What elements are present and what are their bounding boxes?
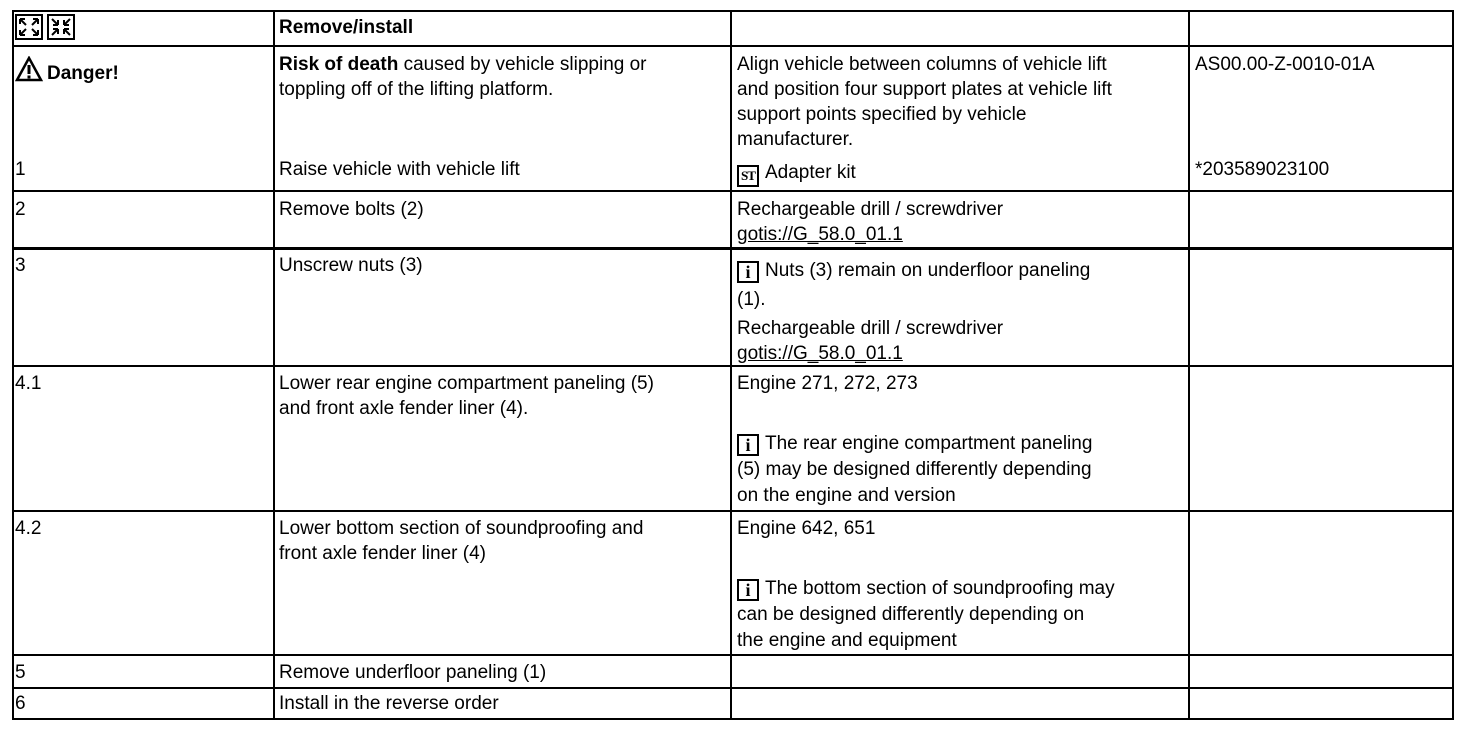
gotis-link[interactable]: gotis://G_58.0_01.1 xyxy=(737,343,903,364)
instruction-line: and position four support plates at vehicle lift xyxy=(737,79,1112,100)
danger-label: Danger! xyxy=(47,63,119,84)
step-number: 6 xyxy=(15,693,26,714)
step-action: Install in the reverse order xyxy=(279,693,499,714)
step-tool xyxy=(737,316,1003,366)
step-action xyxy=(279,371,654,421)
step-tool xyxy=(737,197,1003,247)
step-note xyxy=(737,256,1090,314)
step-action: Remove bolts (2) xyxy=(279,199,424,220)
header-icons xyxy=(15,14,79,44)
step-tool xyxy=(737,160,856,187)
tool-label: Rechargeable drill / screwdriver xyxy=(737,318,1004,339)
instruction-line: Align vehicle between columns of vehicle lift xyxy=(737,54,1107,75)
rule xyxy=(12,247,1454,250)
rule xyxy=(12,510,1454,512)
step-action: Remove underfloor paneling (1) xyxy=(279,662,547,683)
info-icon[interactable]: i xyxy=(737,579,759,601)
special-tool-icon[interactable]: ST xyxy=(737,165,759,187)
note-text: The rear engine compartment paneling xyxy=(765,433,1093,454)
risk-text: caused by vehicle slipping or xyxy=(398,54,647,75)
danger-risk xyxy=(279,52,647,102)
step-action: Unscrew nuts (3) xyxy=(279,255,423,276)
note-text: the engine and equipment xyxy=(737,630,957,651)
rule xyxy=(12,10,14,720)
instruction-line: support points specified by vehicle xyxy=(737,104,1027,125)
action-line: Lower bottom section of soundproofing and xyxy=(279,518,644,539)
part-number[interactable]: *203589023100 xyxy=(1195,159,1330,180)
rule xyxy=(1188,10,1190,720)
gotis-link[interactable]: gotis://G_58.0_01.1 xyxy=(737,224,903,245)
rule xyxy=(12,718,1454,720)
tool-label[interactable]: Adapter kit xyxy=(765,162,856,183)
collapse-all-icon[interactable] xyxy=(47,14,75,40)
instruction-line: manufacturer. xyxy=(737,129,854,150)
risk-text-2: toppling off of the lifting platform. xyxy=(279,79,554,100)
rule xyxy=(12,365,1454,367)
step-number: 5 xyxy=(15,662,26,683)
rule xyxy=(12,654,1454,656)
step-number: 3 xyxy=(15,255,26,276)
rule xyxy=(730,10,732,720)
rule xyxy=(273,10,275,720)
step-note xyxy=(737,431,1092,509)
rule xyxy=(12,10,1454,12)
note-text: (1). xyxy=(737,289,766,310)
info-icon[interactable]: i xyxy=(737,261,759,283)
danger-instruction xyxy=(737,52,1112,152)
action-line: Lower rear engine compartment paneling (5) xyxy=(279,373,654,394)
danger-label-cell xyxy=(15,56,119,86)
step-number: 1 xyxy=(15,159,26,180)
step-action xyxy=(279,516,643,566)
note-text: on the engine and version xyxy=(737,485,956,506)
note-text: (5) may be designed differently depending xyxy=(737,459,1092,480)
action-line: and front axle fender liner (4). xyxy=(279,398,529,419)
step-action: Raise vehicle with vehicle lift xyxy=(279,159,520,180)
rule xyxy=(1452,10,1454,720)
engine-label: Engine 271, 272, 273 xyxy=(737,373,918,394)
warning-triangle-icon xyxy=(15,56,43,82)
expand-all-icon[interactable] xyxy=(15,14,43,40)
header-title: Remove/install xyxy=(279,17,414,38)
engine-label: Engine 642, 651 xyxy=(737,518,876,539)
risk-heading: Risk of death xyxy=(279,54,399,75)
step-number: 4.1 xyxy=(15,373,42,394)
rule xyxy=(12,190,1454,192)
step-note xyxy=(737,576,1115,654)
note-text: The bottom section of soundproofing may xyxy=(765,578,1115,599)
rule xyxy=(12,45,1454,47)
procedure-table xyxy=(12,10,1456,720)
rule xyxy=(12,687,1454,689)
info-icon[interactable]: i xyxy=(737,434,759,456)
step-number: 4.2 xyxy=(15,518,42,539)
step-number: 2 xyxy=(15,199,26,220)
note-text: Nuts (3) remain on underfloor paneling xyxy=(765,260,1091,281)
tool-label: Rechargeable drill / screwdriver xyxy=(737,199,1004,220)
note-text: can be designed differently depending on xyxy=(737,604,1085,625)
danger-code[interactable]: AS00.00-Z-0010-01A xyxy=(1195,54,1375,75)
action-line: front axle fender liner (4) xyxy=(279,543,486,564)
